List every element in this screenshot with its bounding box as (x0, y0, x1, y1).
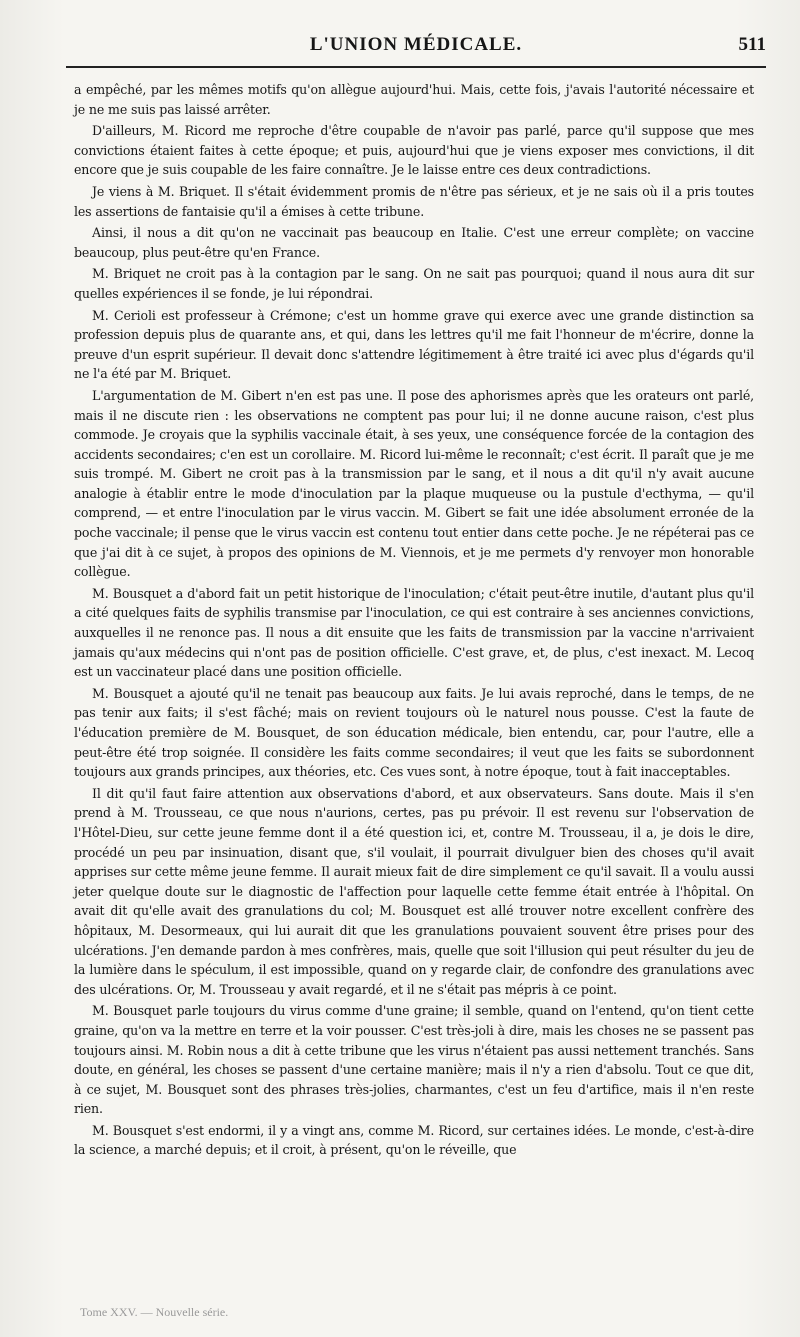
paragraph: M. Cerioli est professeur à Crémone; c'est un homme grave qui exerce avec une grande distinction sa profession depuis plus de quarante ans, et qui, dans les lettres qu'il me fait l'honneur de m'écrire, donne la preuve d'un esprit supérieur. Il devait donc s'attendre légitimement à être traité ici avec plus d'égards qu'il ne l'a été par M. Briquet. (74, 307, 754, 382)
page-number: 511 (738, 34, 766, 55)
paragraph: M. Bousquet a d'abord fait un petit historique de l'inoculation; c'était peut-être inutile, d'autant plus qu'il a cité quelques faits de syphilis transmise par l'inoculation, ce qui est contraire à ses anciennes convictions, auxquelles il ne renonce pas. Il nous a dit ensuite que les faits de transmission par la vaccine n'arrivaient jamais qu'aux médecins qui n'ont pas de position officielle. C'est grave, et, de plus, c'est inexact. M. Lecoq est un vaccinateur placé dans une position officielle. (74, 585, 754, 680)
paragraph: M. Bousquet s'est endormi, il y a vingt ans, comme M. Ricord, sur certaines idées. Le monde, c'est-à-dire la science, a marché depuis; et il croit, à présent, qu'on le réveille, que (74, 1122, 754, 1158)
page-header (66, 34, 766, 64)
paragraph: Ainsi, il nous a dit qu'on ne vaccinait pas beaucoup en Italie. C'est une erreur complète; on vaccine beaucoup, plus peut-être qu'en France. (74, 225, 754, 260)
paragraph: M. Bousquet a ajouté qu'il ne tenait pas beaucoup aux faits. Je lui avais reproché, dans le temps, de ne pas tenir aux faits; il s'est fâché; mais on revient toujours où le naturel nous pousse. C'est la faute de l'éducation première de M. Bousquet, de son éducation médicale, bien entendu, car, pour l'autre, elle a peut-être été trop soignée. Il considère les faits comme secondaires; il veut que les faits se subordonnent toujours aux grands principes, aux théories, etc. Ces vues sont, à notre époque, tout à fait inacceptables. (74, 685, 754, 780)
paragraph: M. Briquet ne croit pas à la contagion par le sang. On ne sait pas pourquoi; quand il nous aura dit sur quelles expériences il se fonde, je lui répondrai. (74, 266, 754, 301)
paragraph: Je viens à M. Briquet. Il s'était évidemment promis de n'être pas sérieux, et je ne sais où il a pris toutes les assertions de fantaisie qu'il a émises à cette tribune. (74, 183, 754, 219)
paragraph: M. Bousquet parle toujours du virus comme d'une graine; il semble, quand on l'entend, qu'on tient cette graine, qu'on va la mettre en terre et la voir pousser. C'est très-joli à dire, mais les choses ne se passent pas toujours ainsi. M. Robin nous a dit à cette tribune que les virus n'étaient pas aussi nettement tranchés. Sans doute, en général, les choses se passent d'une certaine manière; mais il n'y a rien d'absolu. Tout ce que dit, à ce sujet, M. Bousquet sont des phrases très-jolies, charmantes, c'est un feu d'artifice, mais il n'en reste rien. (74, 1003, 754, 1117)
paragraph: L'argumentation de M. Gibert n'en est pas une. Il pose des aphorismes après que les orateurs ont parlé, mais il ne discute rien : les observations ne comptent pas pour lui; il ne donne aucune raison, c'est plus commode. Je croyais que la syphilis vaccinale était, à ses yeux, une conséquence forcée de la contagion des accidents secondaires; c'en est un corollaire. M. Ricord lui-même le reconnaît; c'est écrit. Il paraît que je me suis trompé. M. Gibert ne croit pas à la transmission par le sang, et il nous a dit qu'il n'y avait aucune analogie à établir entre le mode d'inoculation par la plaque muqueuse ou la pustule d'ecthyma, — qu'il comprend, — et entre l'inoculation par le virus vaccin. M. Gibert se fait une idée absolument erronée de la poche vaccinale; il pense que le virus vaccin est contenu tout entier dans cette poche. Je ne répéterai pas ce que j'ai dit à ce sujet, à propos des opinions de M. Viennois, et je me permets d'y renvoyer mon honorable collègue. (74, 387, 754, 580)
page-footer: Tome XXV. — Nouvelle série. (80, 1305, 229, 1319)
paragraph: a empêché, par les mêmes motifs qu'on allègue aujourd'hui. Mais, cette fois, j'avais l'autorité nécessaire et je ne me suis pas laissé arrêter. (74, 82, 754, 117)
running-title: L'UNION MÉDICALE. (309, 34, 523, 55)
header-rule (66, 66, 766, 68)
body-text (74, 80, 754, 1162)
paragraph: D'ailleurs, M. Ricord me reproche d'être coupable de n'avoir pas parlé, parce qu'il suppose que mes convictions étaient faites à cette époque; et puis, aujourd'hui que je viens exposer mes convictions, il dit encore que je suis coupable de les faire connaître. Je le laisse entre ces deux contradictions. (74, 123, 754, 178)
paragraph: Il dit qu'il faut faire attention aux observations d'abord, et aux observateurs. Sans doute. Mais il s'en prend à M. Trousseau, ce que nous n'aurions, certes, pas pu prévoir. Il est revenu sur l'observation de l'Hôtel-Dieu, sur cette jeune femme dont il a été question ici, et, contre M. Trousseau, il a, je dois le dire, procédé un peu par insinuation, disant que, s'il voulait, il pourrait divulguer bien des choses qu'il avait apprises sur cette même jeune femme. Il aurait mieux fait de dire simplement ce qu'il savait. Il a voulu aussi jeter quelque doute sur le diagnostic de l'affection pour laquelle cette femme était entrée à l'hôpital. On avait dit qu'elle avait des granulations du col; M. Bousquet est allé trouver notre excellent confrère des hôpitaux, M. Desormeaux, qui lui aurait dit que les granulations pouvaient souvent être prises pour des ulcérations. J'en demande pardon à mes confrères, mais, quelle que soit l'illusion qui peut résulter du jeu de la lumière dans le spéculum, il est impossible, quand on y regarde clair, de confondre des granulations avec des ulcérations. Or, M. Trousseau y avait regardé, et il ne s'était pas mépris à ce point. (74, 785, 754, 997)
